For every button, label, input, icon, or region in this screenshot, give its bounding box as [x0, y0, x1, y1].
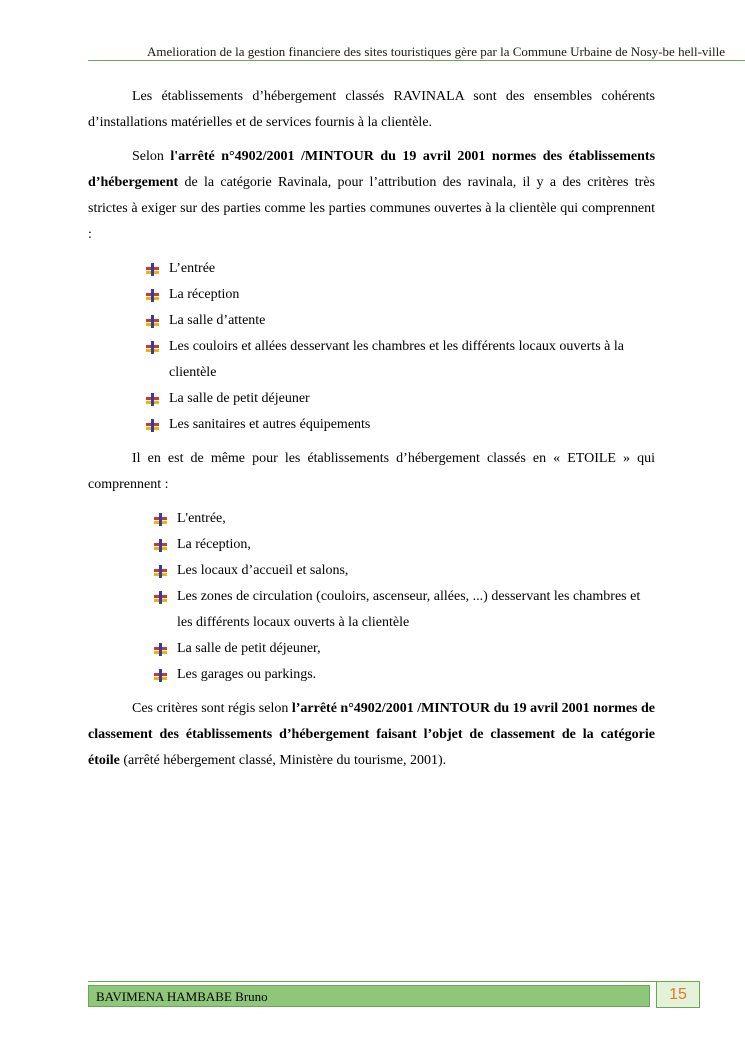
- bullet-icon: [154, 643, 167, 656]
- p4-pre: Ces critères sont régis selon: [132, 701, 292, 716]
- list-item-text: Les couloirs et allées desservant les chambres et les différents locaux ouverts à la clientèle: [169, 339, 624, 380]
- bullet-icon: [146, 263, 159, 276]
- paragraph-etoile-criteria: [88, 696, 655, 774]
- bullet-icon: [146, 315, 159, 328]
- list-item: [88, 532, 655, 558]
- list-item-text: La réception: [169, 287, 240, 302]
- running-header: Amelioration de la gestion financiere des sites touristiques gère par la Commune Urbaine de Nosy-be hell-ville: [147, 44, 725, 59]
- paragraph-ravinala-criteria: [88, 144, 655, 248]
- bullet-icon: [146, 341, 159, 354]
- etoile-common-areas-list: [88, 506, 655, 688]
- bullet-icon: [146, 419, 159, 432]
- list-item: [88, 558, 655, 584]
- p2-pre: Selon: [132, 149, 171, 164]
- list-item: [88, 308, 655, 334]
- list-item-text: L'entrée,: [177, 511, 226, 526]
- paragraph-etoile-intro: Il en est de même pour les établissements d’hébergement classés en « ETOILE » qui comprennent :: [88, 451, 655, 492]
- list-item-text: La réception,: [177, 537, 251, 552]
- p4-post: (arrêté hébergement classé, Ministère du tourisme, 2001).: [119, 753, 447, 768]
- page-number: 15: [656, 981, 700, 1008]
- page-body: [88, 84, 655, 782]
- bullet-icon: [154, 591, 167, 604]
- bullet-icon: [154, 565, 167, 578]
- list-item-text: La salle de petit déjeuner: [169, 391, 310, 406]
- list-item: [88, 334, 655, 386]
- list-item: [88, 584, 655, 636]
- list-item-text: La salle de petit déjeuner,: [177, 641, 321, 656]
- list-item: [88, 636, 655, 662]
- header-divider: [88, 60, 745, 61]
- list-item: [88, 412, 655, 438]
- list-item-text: Les locaux d’accueil et salons,: [177, 563, 349, 578]
- list-item-text: La salle d’attente: [169, 313, 266, 328]
- ravinala-common-areas-list: [88, 256, 655, 438]
- list-item: [88, 386, 655, 412]
- bullet-icon: [154, 539, 167, 552]
- footer-author: BAVIMENA HAMBABE Bruno: [96, 989, 268, 1004]
- p2-decree-reference: l'arrêté n°4902/2001 /MINTOUR du 19 avril 2001 normes des établissements d’hébergement: [88, 149, 656, 190]
- list-item: [88, 256, 655, 282]
- bullet-icon: [146, 289, 159, 302]
- bullet-icon: [154, 669, 167, 682]
- bullet-icon: [146, 393, 159, 406]
- list-item-text: Les garages ou parkings.: [177, 667, 317, 682]
- p4-decree-reference: l’arrêté n°4902/2001 /MINTOUR du 19 avril 2001 normes de classement des établissements d’hébergement faisant l’objet de classement de la catégorie étoile: [88, 701, 656, 768]
- paragraph-ravinala-intro: Les établissements d’hébergement classés RAVINALA sont des ensembles cohérents d’installations matérielles et de services fournis à la clientèle.: [88, 89, 655, 130]
- footer-divider: [88, 981, 700, 982]
- list-item: [88, 506, 655, 532]
- list-item-text: Les sanitaires et autres équipements: [169, 417, 371, 432]
- list-item-text: Les zones de circulation (couloirs, ascenseur, allées, ...) desservant les chambres et les différents locaux ouverts à la clientèle: [177, 589, 641, 630]
- list-item: [88, 662, 655, 688]
- list-item-text: L’entrée: [169, 261, 216, 276]
- list-item: [88, 282, 655, 308]
- p2-post: de la catégorie Ravinala, pour l’attribution des ravinala, il y a des critères très strictes à exiger sur des parties comme les parties communes ouvertes à la clientèle qui comprennent :: [88, 175, 655, 242]
- bullet-icon: [154, 513, 167, 526]
